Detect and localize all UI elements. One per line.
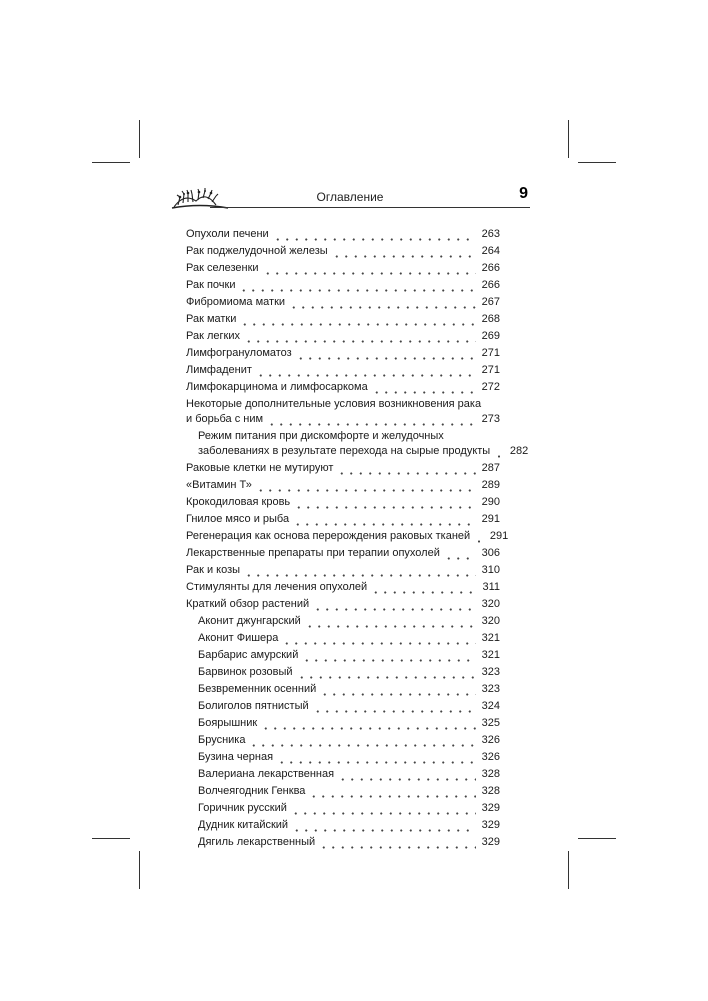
toc-entry-page: 323 <box>481 666 500 678</box>
toc-entry-title: Фибромиома матки <box>186 296 286 308</box>
toc-entry-page: 310 <box>481 564 500 576</box>
toc-entry-title: Стимулянты для лечения опухолей <box>186 581 368 593</box>
toc-entry <box>186 428 529 460</box>
dot-leader <box>263 260 476 277</box>
dot-leader <box>338 766 476 783</box>
dot-leader <box>297 664 476 681</box>
crop-mark <box>568 851 569 889</box>
toc-entry-page: 273 <box>481 413 500 425</box>
toc-entry-page: 289 <box>481 479 500 491</box>
toc-entry <box>186 362 500 379</box>
toc-entry <box>186 260 500 277</box>
toc-entry-page: 263 <box>481 228 500 240</box>
dot-leader <box>289 294 476 311</box>
toc-entry-title: Режим питания при дискомфорте и желудочных <box>198 430 444 442</box>
dot-leader <box>372 379 476 396</box>
toc-entry-title: Волчеягодник Генква <box>198 785 306 797</box>
toc-entry <box>186 460 500 477</box>
toc-entry <box>186 545 500 562</box>
running-title: Оглавление <box>316 190 384 204</box>
toc-entry <box>186 698 500 715</box>
toc-entry-page: 306 <box>481 547 500 559</box>
dot-leader <box>292 817 476 834</box>
toc-entry <box>186 579 500 596</box>
crop-mark <box>139 120 140 158</box>
dot-leader <box>244 562 476 579</box>
toc-entry-title: Раковые клетки не мутируют <box>186 462 334 474</box>
toc-entry-title: Лимфаденит <box>186 364 252 376</box>
toc-entry <box>186 715 500 732</box>
toc-entry <box>186 647 500 664</box>
dot-leader <box>313 596 476 613</box>
dot-leader <box>256 362 476 379</box>
toc-entry-title: Рак матки <box>186 313 237 325</box>
dot-leader <box>305 613 476 630</box>
toc-entry-page: 266 <box>481 279 500 291</box>
dot-leader <box>273 226 476 243</box>
toc-entry-title: Бузина черная <box>198 751 274 763</box>
toc-entry-page: 323 <box>481 683 500 695</box>
toc-entry-page: 321 <box>481 632 500 644</box>
toc-entry-page: 329 <box>481 836 500 848</box>
toc-entry-title: Лимфокарцинома и лимфосаркома <box>186 381 368 393</box>
toc-entry-page: 326 <box>481 734 500 746</box>
table-of-contents <box>186 226 529 851</box>
toc-entry-title: Рак и козы <box>186 564 241 576</box>
dot-leader <box>309 783 476 800</box>
toc-entry <box>186 681 500 698</box>
toc-entry-page: 268 <box>481 313 500 325</box>
toc-entry-page: 291 <box>489 530 509 542</box>
dot-leader <box>249 732 476 749</box>
toc-entry <box>186 800 500 817</box>
toc-entry-title: Болиголов пятнистый <box>198 700 309 712</box>
toc-entry-title: Крокодиловая кровь <box>186 496 291 508</box>
toc-entry-title: Рак легких <box>186 330 240 342</box>
toc-entry-page: 328 <box>481 785 500 797</box>
toc-entry-page: 271 <box>481 364 500 376</box>
toc-entry-title: Краткий обзор растений <box>186 598 310 610</box>
dot-leader <box>302 647 476 664</box>
toc-entry <box>186 766 500 783</box>
toc-entry <box>186 511 500 528</box>
crop-mark <box>578 162 616 163</box>
toc-entry-page: 311 <box>482 581 500 593</box>
toc-entry-title: Гнилое мясо и рыба <box>186 513 290 525</box>
dot-leader <box>256 477 476 494</box>
toc-entry-page: 325 <box>481 717 500 729</box>
dot-leader <box>239 277 476 294</box>
toc-entry-title: Брусника <box>198 734 246 746</box>
toc-entry-page: 290 <box>481 496 500 508</box>
toc-entry <box>186 328 500 345</box>
crop-mark <box>92 838 130 839</box>
toc-entry-title: Дягиль лекарственный <box>198 836 316 848</box>
dot-leader <box>371 579 476 596</box>
toc-entry-title-cont: и борьба с ним <box>186 413 264 425</box>
crop-mark <box>578 838 616 839</box>
toc-entry-page: 266 <box>481 262 500 274</box>
toc-entry-title-cont: заболеваниях в результате перехода на сырые продукты <box>198 445 491 457</box>
dot-leader <box>244 328 476 345</box>
dot-leader <box>320 681 476 698</box>
dot-leader <box>319 834 476 851</box>
toc-entry-title: Лекарственные препараты при терапии опухолей <box>186 547 440 559</box>
dot-leader <box>267 411 476 428</box>
toc-entry <box>186 630 500 647</box>
toc-entry <box>186 749 500 766</box>
toc-entry-title: Аконит джунгарский <box>198 615 301 627</box>
toc-entry <box>186 834 500 851</box>
toc-entry <box>186 379 500 396</box>
toc-entry-title: Валериана лекарственная <box>198 768 335 780</box>
toc-entry <box>186 243 500 260</box>
toc-entry-title: Барбарис амурский <box>198 649 299 661</box>
toc-entry-title: Аконит Фишера <box>198 632 279 644</box>
toc-entry-title: Регенерация как основа перерождения раковых тканей <box>186 530 471 542</box>
dot-leader <box>291 800 476 817</box>
dot-leader <box>282 630 476 647</box>
toc-entry <box>186 528 509 545</box>
dot-leader <box>294 494 476 511</box>
dot-leader <box>337 460 476 477</box>
dot-leader <box>313 698 476 715</box>
dot-leader <box>277 749 476 766</box>
toc-entry-title: Барвинок розовый <box>198 666 293 678</box>
toc-entry-page: 321 <box>481 649 500 661</box>
dot-leader <box>494 443 504 460</box>
toc-entry-page: 320 <box>481 598 500 610</box>
toc-entry <box>186 226 500 243</box>
toc-entry-title: Лимфогрануломатоз <box>186 347 292 359</box>
toc-entry-page: 329 <box>481 819 500 831</box>
toc-entry <box>186 311 500 328</box>
toc-entry-page: 271 <box>481 347 500 359</box>
toc-entry-title: Рак селезенки <box>186 262 259 274</box>
toc-entry <box>186 562 500 579</box>
toc-entry-title: Дудник китайский <box>198 819 289 831</box>
toc-entry-page: 282 <box>509 445 529 457</box>
crop-mark <box>92 162 130 163</box>
toc-entry-title: Безвременник осенний <box>198 683 317 695</box>
header-rule <box>210 207 530 208</box>
dot-leader <box>296 345 476 362</box>
toc-entry <box>186 277 500 294</box>
toc-entry-page: 269 <box>481 330 500 342</box>
dot-leader <box>332 243 476 260</box>
toc-entry <box>186 613 500 630</box>
dot-leader <box>474 528 484 545</box>
toc-entry <box>186 494 500 511</box>
toc-entry-page: 267 <box>481 296 500 308</box>
dot-leader <box>444 545 476 562</box>
toc-entry <box>186 396 500 428</box>
toc-entry <box>186 664 500 681</box>
toc-entry-title: Рак почки <box>186 279 236 291</box>
page-number: 9 <box>519 185 528 202</box>
toc-entry <box>186 477 500 494</box>
dot-leader <box>293 511 476 528</box>
toc-entry-title: Опухоли печени <box>186 228 269 240</box>
toc-entry-title: Боярышник <box>198 717 258 729</box>
toc-entry-page: 326 <box>481 751 500 763</box>
running-header <box>170 183 530 213</box>
toc-entry-page: 264 <box>481 245 500 257</box>
toc-entry-title: Рак поджелудочной железы <box>186 245 328 257</box>
toc-entry-page: 328 <box>481 768 500 780</box>
toc-entry <box>186 294 500 311</box>
toc-entry-page: 272 <box>481 381 500 393</box>
toc-entry <box>186 817 500 834</box>
toc-entry-title: Горичник русский <box>198 802 287 814</box>
toc-entry <box>186 732 500 749</box>
dot-leader <box>240 311 476 328</box>
crop-mark <box>568 120 569 158</box>
toc-entry-page: 320 <box>481 615 500 627</box>
toc-entry-page: 291 <box>481 513 500 525</box>
toc-entry <box>186 596 500 613</box>
toc-entry-title: Некоторые дополнительные условия возникновения рака <box>186 398 482 410</box>
crop-mark <box>139 851 140 889</box>
toc-entry-page: 287 <box>481 462 500 474</box>
toc-entry-title: «Витамин Т» <box>186 479 252 491</box>
toc-entry <box>186 345 500 362</box>
toc-entry <box>186 783 500 800</box>
toc-entry-page: 329 <box>481 802 500 814</box>
toc-entry-page: 324 <box>481 700 500 712</box>
dot-leader <box>261 715 476 732</box>
